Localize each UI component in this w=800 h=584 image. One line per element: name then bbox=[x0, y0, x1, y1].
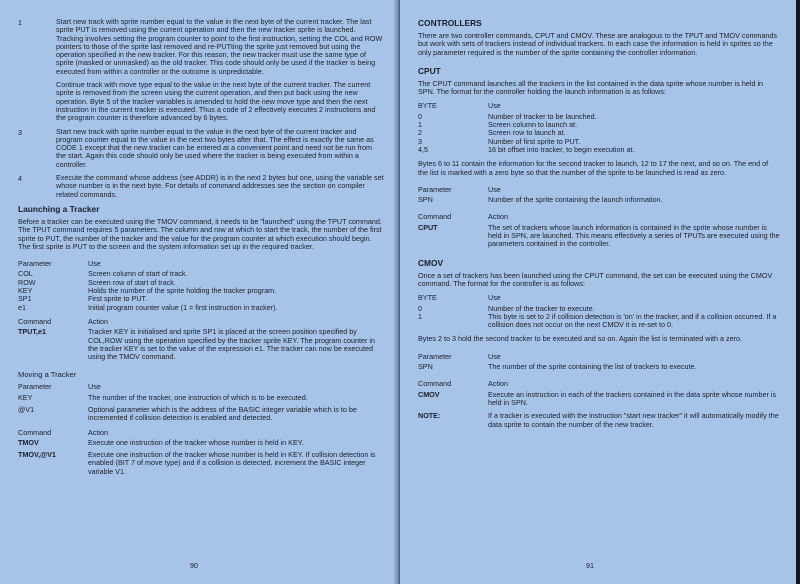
paragraph: There are two controller commands, CPUT and CMOV. These are analogous to the TPUT and TMOV commands but work with sets of trackers instead of individual trackers. In each case the information is held in sprites so the only parameter required is the number of the sprite containing the controller information. bbox=[418, 31, 778, 57]
section-heading: Launching a Tracker bbox=[18, 203, 100, 214]
table-row: 1 Screen column to launch at. bbox=[418, 120, 578, 130]
paragraph: Start new track with sprite number equal to the value in the next byte of the current tracker and program counter equal to the value in the next two bytes after that. The effect is exactly the same as CODE 1 except that the new tracker can be entered at a convenient point and need not be run from the start. Again this code should only be used where the tracker is being executed from within a controller. bbox=[56, 126, 374, 169]
table-row: ROW Screen row of start of track. bbox=[18, 277, 176, 287]
table-header: Parameter Use bbox=[18, 382, 101, 392]
note-row: NOTE: If a tracker is executed with the instruction "start new tracker" it will automatically modify the data sprite to contain the number of the new tracker. bbox=[418, 411, 779, 429]
table-header: Parameter Use bbox=[418, 351, 501, 361]
table-header: Command Action bbox=[18, 316, 108, 326]
table-header: Command Action bbox=[418, 212, 508, 222]
table-row: e1 Initial program counter value (1 = first instruction in tracker). bbox=[18, 302, 278, 312]
code-item-1 bbox=[18, 18, 384, 123]
code-item-3 bbox=[18, 128, 384, 169]
section-heading: CPUT bbox=[418, 65, 441, 76]
table-row: SPN Number of the sprite containing the launch information. bbox=[418, 195, 663, 205]
table-row: KEY Holds the number of the sprite holding the tracker program. bbox=[18, 286, 277, 296]
table-row: SPN The number of the sprite containing the list of trackers to execute. bbox=[418, 362, 697, 372]
table-header: BYTE Use bbox=[418, 101, 501, 111]
table-row: 0 Number of the tracker to execute. bbox=[418, 303, 595, 313]
table-row: 4,5 16 bit offset into tracker, to begin execution at. bbox=[418, 144, 635, 154]
parameter-table bbox=[18, 270, 384, 311]
page-number: 90 bbox=[190, 561, 198, 570]
table-header: BYTE Use bbox=[418, 293, 501, 303]
table-row: 0 Number of tracker to be launched. bbox=[418, 111, 597, 121]
paragraph: Continue track with move type equal to the value in the next byte of the current tracker. The current sprite is removed from the screen using the current operation, and then put back using the new operation. Byte 5 of the tracker variables is amended to hold the new move type and then the next instruction in the current tracker is executed. Thus a code of 2 effectively executes 2 instructions and the program counter is therefore advanced by 6 bytes. bbox=[56, 80, 376, 123]
table-row: 2 Screen row to launch at. bbox=[418, 128, 566, 138]
section-heading: CONTROLLERS bbox=[418, 18, 482, 28]
table-row: @V1 Optional parameter which is the address of the BASIC integer variable which is to be incremented if collision detection is enabled and detected. bbox=[18, 404, 357, 423]
item-number: 1 bbox=[18, 18, 22, 27]
item-number: 3 bbox=[18, 127, 22, 137]
code-item-4 bbox=[18, 174, 384, 199]
paragraph: Execute the command whose address (see ADDR) is in the next 2 bytes but one, using the variable set whose number is in the next byte. For details of command addresses see the section on compiler related commands. bbox=[56, 173, 384, 199]
table-row: 1 This byte is set to 2 if collision detection is 'on' in the tracker, and if a collision occurred. If a collision does not occur on the next CMOV it is re-set to 0. bbox=[418, 311, 777, 330]
left-page bbox=[0, 0, 398, 584]
table-header: Parameter Use bbox=[418, 184, 501, 194]
command-row: CPUT The set of trackers whose launch information is contained in the sprite whose number is held in SPN, are launched. This means effectively a series of TPUTs are executed using the parameters contained in the controller. bbox=[418, 222, 780, 249]
command-row: TMOV,@V1 Execute one instruction of the tracker whose number is held in KEY. If collision detection is enabled (BIT 7 of move type) and if a collision is detected, increment the BASIC integer variable V1. bbox=[18, 450, 376, 476]
table-header: Command Action bbox=[18, 427, 108, 437]
section-heading: CMOV bbox=[418, 257, 444, 268]
paragraph: Once a set of trackers has been launched using the CPUT command, the set can be executed using the CMOV command. The format for the controller is as follows: bbox=[418, 270, 773, 288]
table-row: COL Screen column of start of track. bbox=[18, 269, 188, 279]
paragraph: The CPUT command launches all the trackers in the list contained in the data sprite whose number is held in SPN. The format for the controller holding the launch information is as follows: bbox=[418, 78, 764, 97]
item-number: 4 bbox=[18, 174, 22, 184]
paragraph: Start new track with sprite number equal to the value in the next byte of the current tracker. The last sprite PUT is removed using the current operation and then the new tracker sprite is launched. Tracking involves setting the program counter to point to the first instruction, setting the COL and ROW pointers to those of the sprite last removed and re-PUTting the sprite just removed but using the operation specified in the new tracker. For this reason, the new tracker must use the same type of sprite (masked or unmasked) as the old tracker. This code should only be used if the tracker is being executed from within a controller or the outcome is unpredictable. bbox=[56, 17, 383, 76]
command-row: TPUT,e1 Tracker KEY is initialised and sprite SP1 is placed at the screen position specified by COL,ROW using the operation specified by the tracker sprite KEY. The program counter in the tracker KEY is set to the value of the expression e1. The tracker can now be executed using the TMOV command. bbox=[18, 327, 375, 362]
command-row: TMOV Execute one instruction of the tracker whose number is held in KEY. bbox=[18, 437, 304, 447]
paragraph: Bytes 2 to 3 hold the second tracker to be executed and so on. Again the list is terminated with a zero. bbox=[418, 334, 743, 344]
table-row: KEY The number of the tracker, one instruction of which is to be executed. bbox=[18, 392, 308, 402]
table-row: 3 Number of first sprite to PUT. bbox=[418, 136, 581, 146]
right-page bbox=[400, 0, 796, 584]
page-number: 91 bbox=[586, 561, 594, 570]
byte-table bbox=[418, 113, 780, 154]
paragraph: Bytes 6 to 11 contain the information for the second tracker to launch, 12 to 17 the next, and so on. The end of the list is marked with a zero byte so that the number of the sprite to be launched is read as zero. bbox=[418, 159, 769, 177]
table-header: Command Action bbox=[418, 379, 508, 389]
table-header: Parameter Use bbox=[18, 259, 101, 269]
command-row: CMOV Execute an instruction in each of the trackers contained in the data sprite whose number is held in SPN. bbox=[418, 389, 777, 407]
paragraph: Before a tracker can be executed using the TMOV command, it needs to be "launched" using the TPUT command. The TPUT command requires 5 parameters. The column and row at which to start the track, the number of the first sprite to PUT, the number of the tracker and the value for the program counter at which execution should begin. The first sprite is PUT to the screen and the system information set up in the required tracker. bbox=[18, 216, 382, 251]
subsection-heading: Moving a Tracker bbox=[18, 370, 77, 380]
table-row: SP1 First sprite to PUT. bbox=[18, 294, 148, 304]
